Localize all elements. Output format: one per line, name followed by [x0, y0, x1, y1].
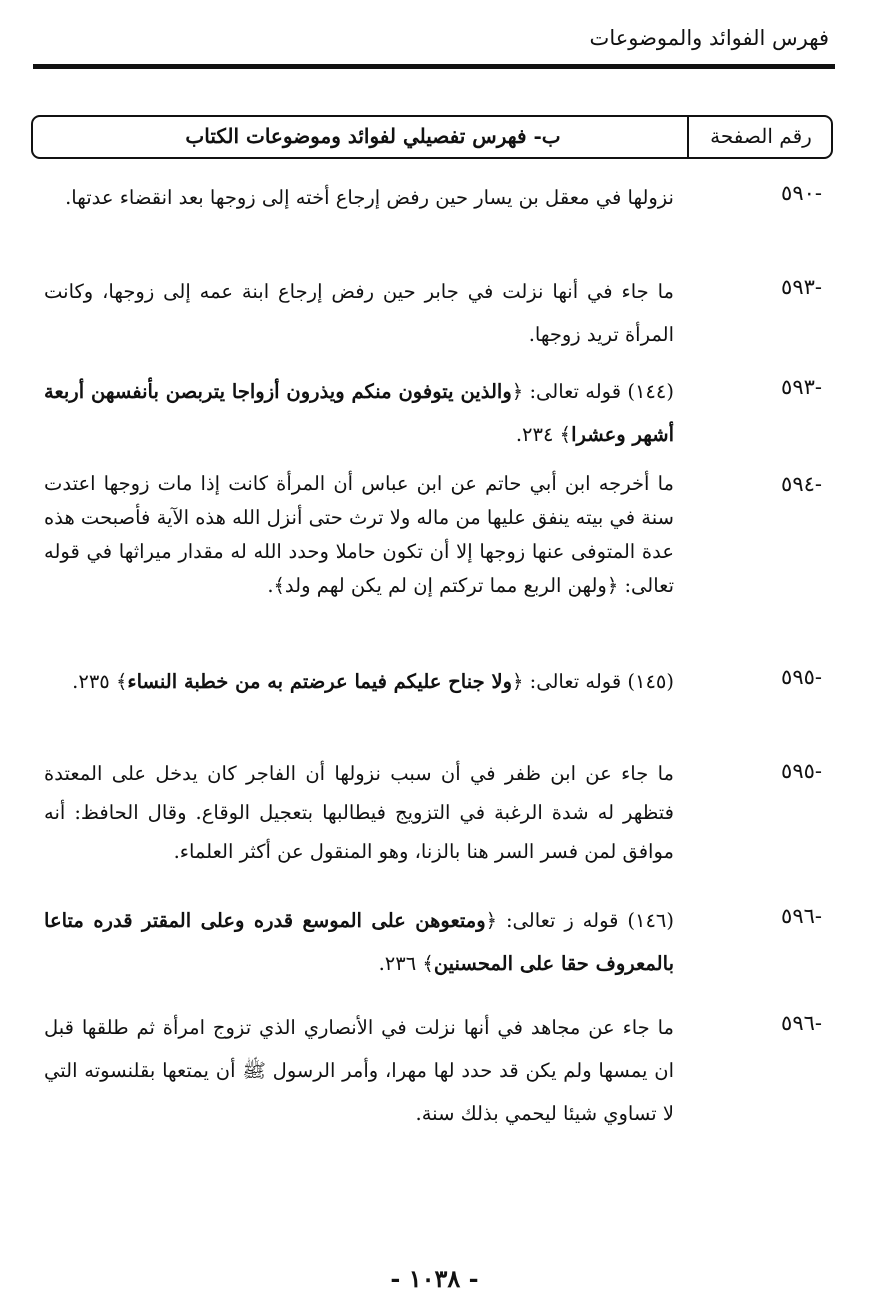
entry-text: نزولها في معقل بن يسار حين رفض إرجاع أخته إلى زوجها بعد انقضاء عدتها. [65, 186, 674, 209]
header-rule [33, 64, 835, 69]
verse-number: (١٤٦) قوله ز تعالى: ﴿ [485, 909, 674, 932]
entry-page-number: -٥٩٤ [781, 472, 822, 496]
quranic-verse: والذين يتوفون منكم ويذرون أزواجا يتربصن بأنفسهن أربعة أشهر وعشرا [44, 380, 674, 446]
entry-page-number: -٥٩٥ [781, 759, 822, 783]
entry-text: ما جاء عن ابن ظفر في أن سبب نزولها أن الفاجر كان يدخل على المعتدة فتظهر له شدة الرغبة في التزويج فيطالبها بتعجيل الوقاع. وقال الحافظ: أنه موافق لمن فسر السر هنا بالزنا، وهو المنقول عن أكثر العلماء. [44, 762, 674, 863]
entry-text [44, 660, 674, 703]
entry-text: ما أخرجه ابن أبي حاتم عن ابن عباس أن المرأة كانت إذا مات زوجها اعتدت سنة في بيته ينفق عليها من ماله ولا ترث حتى أنزل الله هذه الآية فأصبحت هذه عدة المتوفى عنها زوجها إلا أن تكون حاملا وحدد الله له مقدار ميراثها في قوله تعالى: ﴿ولهن الربع مما تركتم إن لم يكن لهم ولد﴾. [44, 472, 674, 597]
running-header: فهرس الفوائد والموضوعات [589, 26, 829, 50]
entry-text: ما جاء في أنها نزلت في جابر حين رفض إرجاع ابنة عمه إلى زوجها، وكانت المرأة تريد زوجها. [44, 280, 674, 346]
verse-number: (١٤٥) قوله تعالى: ﴿ [512, 670, 674, 693]
entry-page-number: -٥٩٦ [781, 1011, 822, 1035]
entry-page-number: -٥٩٦ [781, 904, 822, 928]
entry-page-number: -٥٩٠ [781, 181, 822, 205]
verse-number: (١٤٤) قوله تعالى: ﴿ [511, 380, 674, 403]
verse-reference: ﴾ ٢٣٤. [515, 423, 572, 446]
entry-text: ما جاء عن مجاهد في أنها نزلت في الأنصاري الذي تزوج امرأة ثم طلقها قبل ان يمسها ولم يكن قد حدد لها مهرا، وأمر الرسول ﷺ أن يمتعها بقلنسوته التي لا تساوي شيئا ليحمي بذلك سنة. [44, 1016, 674, 1125]
verse-reference: ﴾ ٢٣٥. [72, 670, 128, 693]
page-number: - ١٠٣٨ - [390, 1264, 479, 1293]
entry-page-number: -٥٩٣ [781, 275, 822, 299]
verse-reference: ﴾ ٢٣٦. [378, 952, 434, 975]
quranic-verse: ولا جناح عليكم فيما عرضتم به من خطبة النساء [127, 670, 512, 693]
entry-text [44, 899, 674, 985]
quranic-verse: ومتعوهن على الموسع قدره وعلى المقتر قدره متاعا بالمعروف حقا على المحسنين [44, 909, 674, 975]
entry-page-number: -٥٩٥ [781, 665, 822, 689]
entry-text [44, 370, 674, 456]
table-header [31, 115, 833, 159]
index-section-title: ب- فهرس تفصيلي لفوائد وموضوعات الكتاب [185, 124, 561, 148]
entry-page-number: -٥٩٣ [781, 375, 822, 399]
page-column-header: رقم الصفحة [710, 124, 812, 148]
